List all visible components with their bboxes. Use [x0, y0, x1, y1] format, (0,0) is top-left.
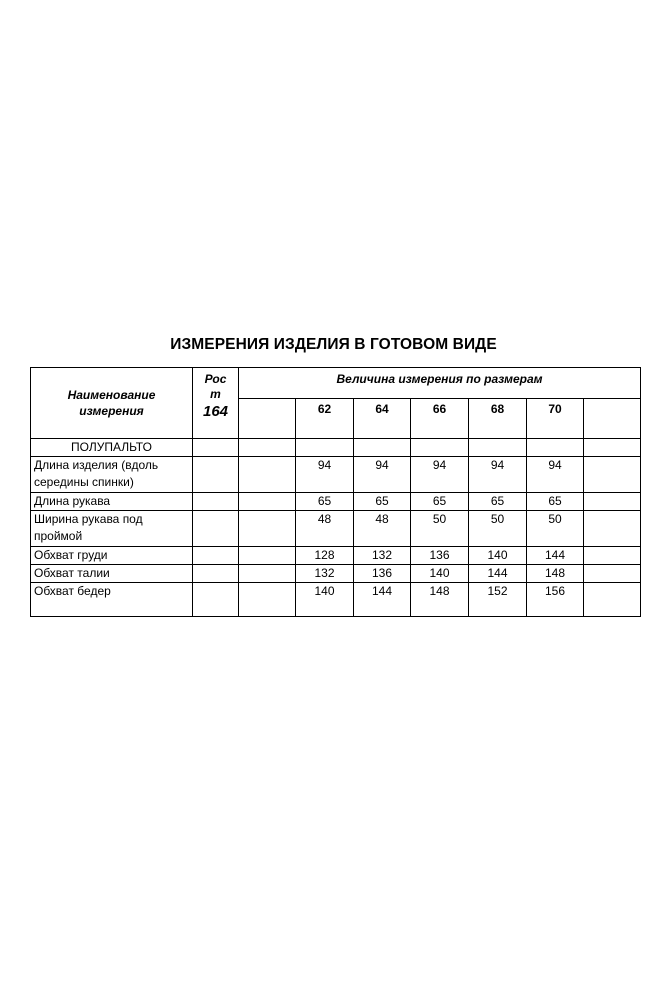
header-height-line2: т [210, 387, 221, 401]
empty-cell [239, 439, 296, 457]
value-cell: 148 [411, 583, 469, 617]
row-label-line2: проймой [34, 529, 83, 543]
empty-cell [193, 439, 239, 457]
value-cell: 50 [527, 511, 584, 547]
value-cell: 128 [296, 547, 354, 565]
value-cell: 148 [527, 565, 584, 583]
table-row [31, 565, 641, 583]
empty-cell [296, 439, 354, 457]
row-label-line1: Ширина рукава под [34, 512, 143, 526]
value-cell: 144 [469, 565, 527, 583]
value-cell: 140 [296, 583, 354, 617]
value-cell: 132 [354, 547, 411, 565]
empty-cell [239, 583, 296, 617]
row-label [31, 511, 193, 547]
empty-cell [239, 493, 296, 511]
empty-cell [584, 583, 641, 617]
header-measure-name-line2: измерения [79, 404, 144, 418]
value-cell: 65 [469, 493, 527, 511]
value-cell: 140 [469, 547, 527, 565]
empty-cell [584, 457, 641, 493]
size-cell: 66 [411, 399, 469, 439]
value-cell: 65 [527, 493, 584, 511]
empty-cell [239, 565, 296, 583]
size-cell: 62 [296, 399, 354, 439]
empty-cell [239, 547, 296, 565]
table-row [31, 511, 641, 547]
empty-cell [239, 511, 296, 547]
header-height [193, 368, 239, 439]
empty-cell [193, 493, 239, 511]
value-cell: 94 [296, 457, 354, 493]
value-cell: 156 [527, 583, 584, 617]
size-cell: 64 [354, 399, 411, 439]
row-label: Обхват груди [31, 547, 193, 565]
empty-cell [193, 547, 239, 565]
row-label: Длина рукава [31, 493, 193, 511]
empty-cell [411, 439, 469, 457]
value-cell: 132 [296, 565, 354, 583]
value-cell: 152 [469, 583, 527, 617]
empty-cell [193, 565, 239, 583]
empty-cell [193, 511, 239, 547]
header-measure-name-line1: Наименование [67, 388, 156, 402]
empty-cell [584, 511, 641, 547]
value-cell: 94 [411, 457, 469, 493]
row-label-line1: Длина изделия (вдоль [34, 458, 159, 472]
value-cell: 65 [354, 493, 411, 511]
size-cell-empty [584, 399, 641, 439]
table-row [31, 457, 641, 493]
empty-cell [584, 493, 641, 511]
header-size-values: Величина измерения по размерам [239, 368, 641, 399]
value-cell: 136 [354, 565, 411, 583]
value-cell: 136 [411, 547, 469, 565]
value-cell: 144 [527, 547, 584, 565]
empty-cell [354, 439, 411, 457]
table-row [31, 583, 641, 617]
header-measure-name [31, 368, 193, 439]
row-label: Обхват бедер [31, 583, 193, 617]
empty-cell [584, 439, 641, 457]
row-label-line2: середины спинки) [34, 475, 134, 489]
empty-cell [584, 565, 641, 583]
value-cell: 144 [354, 583, 411, 617]
value-cell: 65 [296, 493, 354, 511]
header-height-value: 164 [202, 403, 229, 420]
value-cell: 48 [354, 511, 411, 547]
value-cell: 50 [411, 511, 469, 547]
value-cell: 94 [527, 457, 584, 493]
table-row [31, 547, 641, 565]
size-cell: 70 [527, 399, 584, 439]
table-row [31, 493, 641, 511]
value-cell: 94 [354, 457, 411, 493]
value-cell: 65 [411, 493, 469, 511]
measurements-table [30, 367, 641, 617]
row-label [31, 457, 193, 493]
page-title: ИЗМЕРЕНИЯ ИЗДЕЛИЯ В ГОТОВОМ ВИДЕ [170, 336, 497, 353]
header-height-line1: Рос [204, 372, 227, 386]
empty-cell [239, 457, 296, 493]
empty-cell [469, 439, 527, 457]
empty-cell [193, 457, 239, 493]
value-cell: 140 [411, 565, 469, 583]
empty-cell [193, 583, 239, 617]
empty-cell [584, 547, 641, 565]
empty-cell [527, 439, 584, 457]
value-cell: 50 [469, 511, 527, 547]
row-label: Обхват талии [31, 565, 193, 583]
value-cell: 94 [469, 457, 527, 493]
size-cell-empty [239, 399, 296, 439]
section-label: ПОЛУПАЛЬТО [31, 439, 193, 457]
value-cell: 48 [296, 511, 354, 547]
size-cell: 68 [469, 399, 527, 439]
